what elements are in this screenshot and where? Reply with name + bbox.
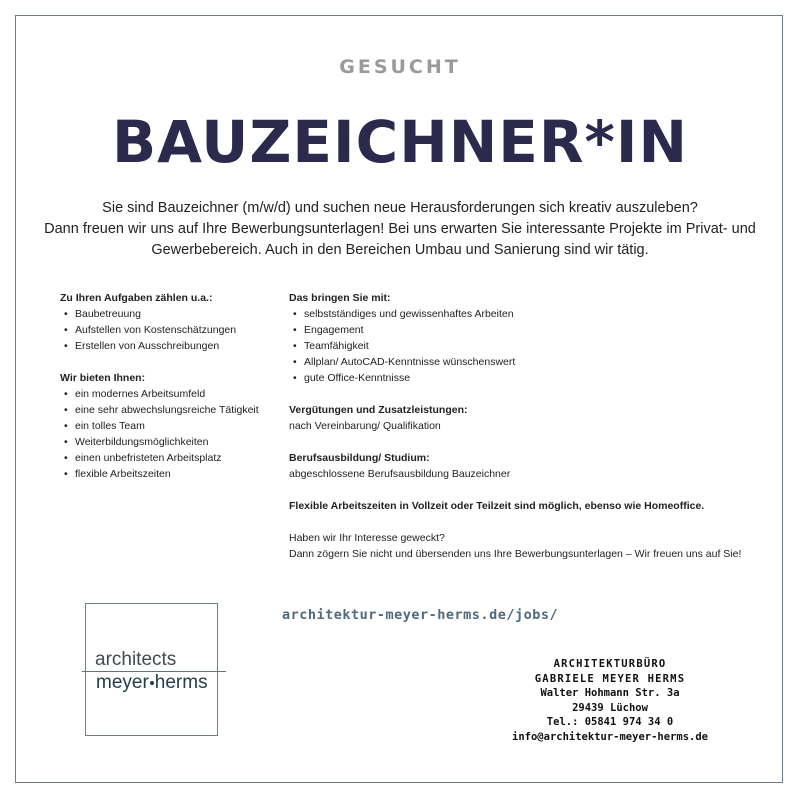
education-heading: Berufsausbildung/ Studium: bbox=[289, 452, 430, 464]
list-item: • Erstellen von Ausschreibungen bbox=[60, 338, 270, 354]
city: 29439 Lüchow bbox=[572, 701, 648, 714]
offers-heading: Wir bieten Ihnen: bbox=[60, 372, 146, 384]
education-text: abgeschlossene Berufsausbildung Bauzeichner bbox=[289, 468, 511, 480]
list-item: • Aufstellen von Kostenschätzungen bbox=[60, 322, 270, 338]
pay-text: nach Vereinbarung/ Qualifikation bbox=[289, 420, 441, 432]
cta-line: Dann zögern Sie nicht und übersenden uns Ihre Bewerbungsunterlagen – Wir freuen uns auf Sie! bbox=[289, 548, 742, 560]
list-item: • Weiterbildungsmöglichkeiten bbox=[60, 434, 270, 450]
cta-line: Haben wir Ihr Interesse geweckt? bbox=[289, 532, 445, 544]
list-item: • Allplan/ AutoCAD-Kenntnisse wünschenswert bbox=[289, 354, 759, 370]
intro-line: Dann freuen wir uns auf Ihre Bewerbungsunterlagen! Bei uns erwarten Sie interessante Projekte im Privat- und bbox=[44, 221, 756, 237]
logo-word-meyer: meyer bbox=[96, 672, 149, 693]
list-item: • ein tolles Team bbox=[60, 418, 270, 434]
list-item: • einen unbefristeten Arbeitsplatz bbox=[60, 450, 270, 466]
company-address bbox=[490, 657, 730, 744]
eyebrow-label: GESUCHT bbox=[339, 56, 461, 78]
list-item: • flexible Arbeitszeiten bbox=[60, 466, 270, 482]
owner-name: GABRIELE MEYER HERMS bbox=[534, 672, 686, 685]
list-item: • eine sehr abwechslungsreiche Tätigkeit bbox=[60, 402, 270, 418]
requirements-list bbox=[289, 306, 759, 386]
phone: Tel.: 05841 974 34 0 bbox=[546, 716, 674, 728]
offers-list bbox=[60, 386, 270, 482]
street: Walter Hohmann Str. 3a bbox=[540, 687, 680, 699]
intro-text bbox=[40, 198, 760, 261]
list-item: • selbstständiges und gewissenhaftes Arbeiten bbox=[289, 306, 759, 322]
list-item: • Teamfähigkeit bbox=[289, 338, 759, 354]
job-title: BAUZEICHNER*IN bbox=[111, 108, 689, 176]
logo-text-architects: architects bbox=[95, 649, 177, 670]
intro-line: Sie sind Bauzeichner (m/w/d) und suchen neue Herausforderungen sich kreativ auszuleben? bbox=[102, 200, 698, 216]
right-column bbox=[289, 290, 759, 562]
requirements-heading: Das bringen Sie mit: bbox=[289, 292, 391, 304]
list-item: • Engagement bbox=[289, 322, 759, 338]
logo-dot-icon bbox=[150, 681, 154, 685]
flex-work-note: Flexible Arbeitszeiten in Vollzeit oder Teilzeit sind möglich, ebenso wie Homeoffice. bbox=[289, 500, 705, 512]
jobs-url-link[interactable]: architektur-meyer-herms.de/jobs/ bbox=[282, 607, 559, 623]
tasks-list bbox=[60, 306, 270, 354]
email-link[interactable]: info@architektur-meyer-herms.de bbox=[512, 730, 708, 743]
list-item: • gute Office-Kenntnisse bbox=[289, 370, 759, 386]
list-item: • Baubetreuung bbox=[60, 306, 270, 322]
company-name: ARCHITEKTURBÜRO bbox=[553, 658, 667, 670]
pay-heading: Vergütungen und Zusatzleistungen: bbox=[289, 404, 468, 416]
left-column bbox=[60, 290, 270, 482]
logo-text-name bbox=[96, 672, 208, 694]
list-item: • ein modernes Arbeitsumfeld bbox=[60, 386, 270, 402]
intro-line: Gewerbebereich. Auch in den Bereichen Umbau und Sanierung sind wir tätig. bbox=[151, 242, 649, 258]
logo-word-herms: herms bbox=[154, 672, 208, 693]
tasks-heading: Zu Ihren Aufgaben zählen u.a.: bbox=[60, 292, 213, 304]
